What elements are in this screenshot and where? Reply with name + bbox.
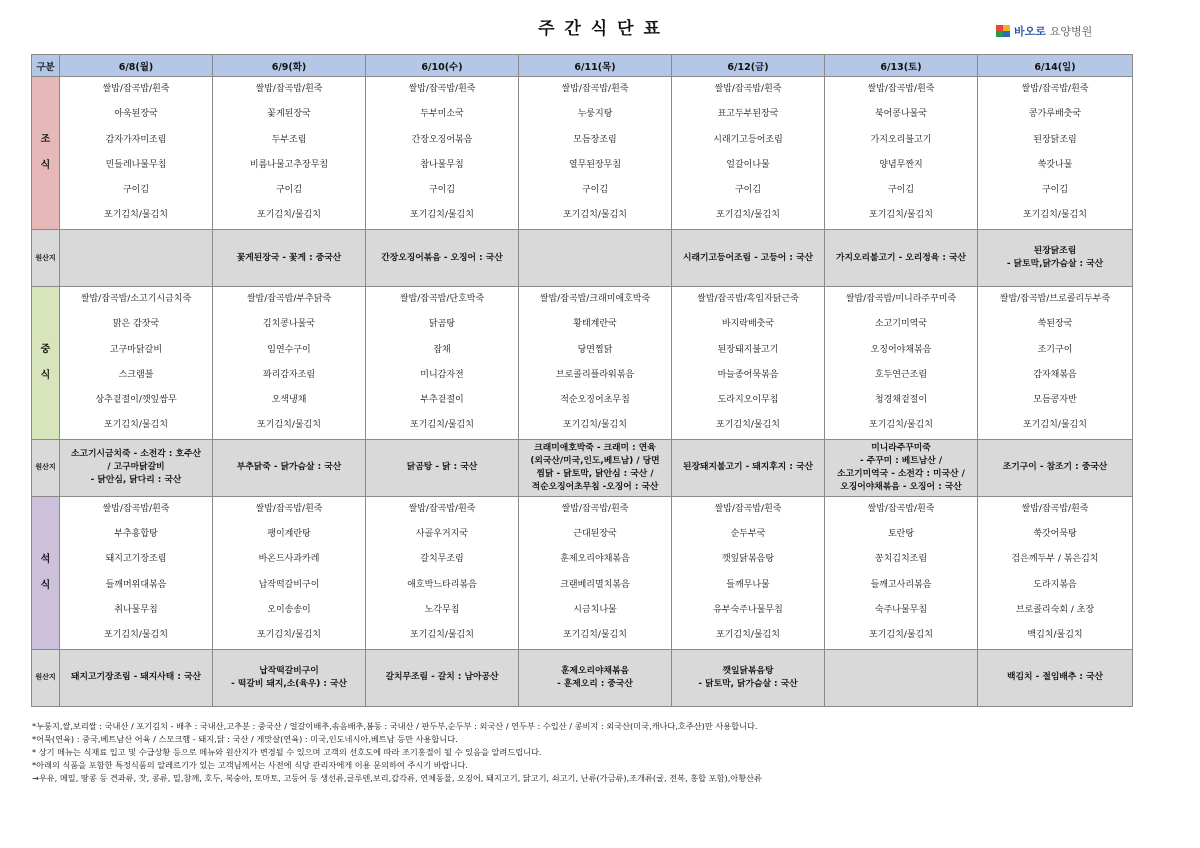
origin-cell: [978, 230, 1133, 287]
menu-item: 노각무침: [424, 604, 460, 615]
menu-item: 부추홍합탕: [114, 529, 158, 540]
origin-line: - 떡갈비 돼지,소(육우) : 국산: [231, 678, 347, 689]
menu-item: 황태계란국: [573, 319, 617, 330]
menu-item: 조기구이: [1037, 344, 1073, 355]
origin-line: 시래기고등어조림 - 고등어 : 국산: [683, 252, 813, 263]
menu-item: 쌀밥/잡곡밥/흰죽: [102, 503, 170, 514]
weekly-menu-table: [31, 54, 1133, 707]
menu-item: 갈치무조림: [420, 554, 464, 565]
meal-label-char: 식: [40, 369, 51, 381]
menu-item: 쑥갓어묵탕: [1033, 529, 1077, 540]
menu-item: 당면찜닭: [577, 344, 613, 355]
menu-cell: [825, 496, 978, 649]
menu-cell: [825, 77, 978, 230]
menu-item: 임연수구이: [267, 344, 311, 355]
origin-line: 납작떡갈비구이: [259, 665, 319, 676]
origin-label: 원산지: [32, 439, 60, 496]
menu-item: 오징어야채볶음: [870, 344, 932, 355]
menu-item: 부추겉절이: [420, 395, 464, 406]
menu-item: 포기김치/물김치: [410, 210, 474, 221]
menu-item: 쌀밥/잡곡밥/흰죽: [561, 84, 629, 94]
origin-line: 꽃게된장국 - 꽃게 : 중국산: [236, 252, 342, 263]
menu-cell: [519, 287, 672, 440]
menu-item: 포기김치/물김치: [104, 210, 168, 221]
origin-line: 훈제오리야채볶음: [561, 665, 629, 676]
origin-cell: [825, 439, 978, 496]
menu-item: 포기김치/물김치: [563, 420, 627, 431]
origin-cell: [672, 439, 825, 496]
origin-cell: [978, 439, 1133, 496]
menu-item: 북어콩나물국: [874, 109, 928, 120]
menu-item: 쌀밥/잡곡밥/흰죽: [714, 503, 782, 514]
menu-item: 포기김치/물김치: [410, 630, 474, 641]
menu-item: 포기김치/물김치: [1023, 210, 1087, 221]
menu-item: 쑥된장국: [1037, 319, 1073, 330]
lunch-label: [32, 287, 60, 440]
menu-item: 쌀밥/잡곡밥/단호박죽: [399, 294, 485, 304]
origin-cell: [366, 439, 519, 496]
menu-item: 콩가루배춧국: [1028, 109, 1082, 120]
day-header: 6/9(화): [213, 55, 366, 77]
origin-cell: [519, 649, 672, 706]
menu-cell: [978, 77, 1133, 230]
corner-cell: 구분: [32, 55, 60, 77]
menu-item: 포기김치/물김치: [563, 630, 627, 641]
menu-item: 도라지오이무침: [717, 395, 779, 406]
origin-cell: [366, 230, 519, 287]
origin-line: 간장오징어볶음 - 오징어 : 국산: [381, 252, 503, 263]
menu-item: 쌀밥/잡곡밥/브로콜리두부죽: [999, 294, 1111, 304]
day-header: 6/13(토): [825, 55, 978, 77]
menu-item: 된장돼지불고기: [717, 344, 779, 355]
origin-line: / 고구마닭갈비: [107, 462, 165, 473]
note-line: *누룽지,쌀,보리쌀 : 국내산 / 포기김치 - 배추 : 국내산,고추분 : 중국산 / 얼갈이배추,솎음배추,봄동 : 국내산 / 판두부,순두부 : 외국산 / 연두부 : 수입산 / 콩비지 : 외국산(미국,캐나다,호주산)만 사용합니다.: [32, 721, 758, 731]
menu-item: 꽃게된장국: [267, 109, 311, 120]
menu-cell: [519, 77, 672, 230]
menu-item: 오이송송이: [267, 604, 311, 615]
menu-item: 간장오징어볶음: [411, 134, 473, 145]
menu-item: 잡채: [433, 344, 451, 355]
origin-cell: [213, 230, 366, 287]
origin-line: 찜닭 - 닭토막, 닭안심 : 국산 /: [536, 468, 654, 479]
menu-cell: [672, 496, 825, 649]
origin-cell: [519, 230, 672, 287]
menu-cell: [213, 496, 366, 649]
origin-line: 된장돼지불고기 - 돼지후지 : 국산: [683, 462, 813, 473]
menu-item: 모듬장조림: [573, 134, 617, 145]
menu-item: 포기김치/물김치: [257, 630, 321, 641]
menu-item: 청경채겉절이: [874, 395, 928, 406]
note-line: *어묵(연육) : 중국,베트남산 어육 / 스모크햄 - 돼지,닭 : 국산 / 게맛살(연육) : 미국,인도네시아,베트남 등만 사용합니다.: [32, 734, 458, 744]
breakfast-row: [32, 77, 1133, 230]
menu-item: 구이김: [1041, 185, 1069, 196]
menu-item: 돼지고기장조림: [105, 554, 167, 565]
origin-line: 오징어야채볶음 - 오징어 : 국산: [840, 481, 962, 492]
menu-item: 쌀밥/잡곡밥/흰죽: [1021, 84, 1089, 94]
origin-cell: [825, 230, 978, 287]
menu-item: 바지락배춧국: [721, 319, 775, 330]
menu-item: 쌀밥/잡곡밥/흰죽: [255, 84, 323, 94]
menu-item: 포기김치/물김치: [257, 210, 321, 221]
origin-line: (외국산/미국,인도,베트남) / 당면: [530, 455, 660, 466]
menu-item: 가지오리불고기: [870, 134, 932, 145]
day-header: 6/8(월): [60, 55, 213, 77]
menu-item: 사골우거지국: [415, 529, 469, 540]
origin-label: 원산지: [32, 230, 60, 287]
menu-item: 구이김: [734, 185, 762, 196]
menu-item: 쌀밥/잡곡밥/흰죽: [561, 503, 629, 514]
origin-line: - 닭안심, 닭다리 : 국산: [90, 475, 182, 486]
menu-item: 깻잎닭볶음탕: [721, 554, 775, 565]
origin-label: 원산지: [32, 649, 60, 706]
menu-item: 포기김치/물김치: [104, 630, 168, 641]
origin-line: 된장닭조림: [1033, 246, 1077, 256]
lunch-row: [32, 287, 1133, 440]
menu-item: 쌀밥/잡곡밥/흑임자닭근죽: [697, 294, 799, 304]
menu-item: 감자채볶음: [1033, 369, 1077, 380]
page-title: 주 간 식 단 표: [538, 19, 662, 39]
menu-item: 마늘종어묵볶음: [717, 369, 779, 380]
origin-cell: [213, 439, 366, 496]
menu-item: 아욱된장국: [114, 109, 158, 120]
origin-cell: [60, 230, 213, 287]
menu-item: 쌀밥/잡곡밥/흰죽: [255, 503, 323, 514]
menu-item: 구이김: [581, 185, 609, 196]
dinner-origin-row: [32, 649, 1133, 706]
menu-item: 쑥갓나물: [1037, 159, 1073, 170]
menu-item: 감자가자미조림: [105, 134, 167, 145]
menu-item: 비름나물고추장무침: [249, 159, 329, 170]
menu-item: 구이김: [428, 185, 456, 196]
notes: [32, 720, 1172, 785]
menu-item: 열무된장무침: [568, 159, 622, 170]
menu-item: 김치콩나물국: [262, 319, 316, 330]
note-line: *아래의 식품을 포함한 특정식품의 알레르기가 있는 고객님께서는 사전에 식당 관리자에게 이용 문의하여 주시기 바랍니다.: [32, 760, 468, 770]
menu-item: 누룽지탕: [577, 109, 613, 120]
origin-cell: [213, 649, 366, 706]
menu-item: 쌀밥/잡곡밥/흰죽: [714, 84, 782, 94]
breakfast-label: [32, 77, 60, 230]
menu-item: 쌀밥/잡곡밥/미니라주꾸미죽: [845, 294, 957, 304]
menu-item: 모듬콩자반: [1033, 395, 1077, 406]
menu-item: 취나물무침: [114, 604, 158, 615]
menu-item: 포기김치/물김치: [563, 210, 627, 221]
menu-item: 애호박느타리볶음: [407, 579, 477, 590]
menu-item: 표고두부된장국: [717, 109, 779, 120]
menu-cell: [366, 496, 519, 649]
meal-label-char: 조: [40, 134, 51, 145]
menu-item: 검은깨두부 / 볶은김치: [1011, 554, 1099, 565]
menu-item: 크랜베리멸치볶음: [560, 579, 630, 590]
menu-cell: [825, 287, 978, 440]
menu-item: 포기김치/물김치: [716, 210, 780, 221]
menu-cell: [978, 496, 1133, 649]
menu-item: 브로콜리플라워볶음: [555, 369, 635, 380]
origin-line: 갈치무조림 - 갈치 : 남아공산: [385, 672, 499, 683]
origin-line: 적순오징어초무침 -오징어 : 국산: [531, 481, 659, 492]
menu-cell: [519, 496, 672, 649]
menu-item: 들깨머위대볶음: [105, 579, 167, 590]
menu-cell: [60, 496, 213, 649]
menu-item: 바온드사과카레: [258, 554, 320, 565]
menu-item: 쌀밥/잡곡밥/크래미애호박죽: [539, 294, 651, 304]
menu-item: 숙주나물무침: [874, 604, 928, 615]
origin-cell: [60, 649, 213, 706]
origin-line: - 닭토막,닭가슴살 : 국산: [1006, 259, 1104, 269]
menu-item: 쌀밥/잡곡밥/흰죽: [867, 84, 935, 94]
menu-item: 시금치나물: [573, 604, 617, 615]
menu-item: 미니감자전: [420, 369, 464, 380]
menu-item: 구이김: [887, 185, 915, 196]
menu-item: 적순오징어초무침: [560, 395, 630, 406]
menu-item: 쌀밥/잡곡밥/흰죽: [408, 84, 476, 94]
menu-item: 구이김: [122, 185, 150, 196]
menu-cell: [366, 77, 519, 230]
origin-line: 조기구이 - 참조기 : 중국산: [1002, 462, 1108, 473]
origin-line: 닭곰탕 - 닭 : 국산: [406, 462, 478, 473]
menu-cell: [213, 287, 366, 440]
menu-item: 쌀밥/잡곡밥/흰죽: [867, 503, 935, 514]
origin-line: 깻잎닭볶음탕: [722, 665, 774, 676]
menu-item: 양념무짠지: [879, 159, 923, 170]
menu-item: 쌀밥/잡곡밥/부추닭죽: [246, 294, 332, 304]
day-header: 6/11(목): [519, 55, 672, 77]
origin-line: - 닭토막, 닭가슴살 : 국산: [698, 678, 798, 689]
origin-cell: [672, 230, 825, 287]
menu-item: 닭곰탕: [428, 319, 456, 330]
menu-cell: [672, 77, 825, 230]
origin-cell: [825, 649, 978, 706]
menu-item: 쌀밥/잡곡밥/흰죽: [1021, 503, 1089, 514]
logo-brand: 바오로: [1014, 25, 1046, 38]
dinner-label: [32, 496, 60, 649]
origin-line: 돼지고기장조림 - 돼지사태 : 국산: [71, 672, 201, 683]
logo-text: [1014, 23, 1092, 39]
header-row: [32, 55, 1133, 77]
menu-item: 순두부국: [730, 529, 766, 540]
menu-item: 도라지볶음: [1033, 579, 1077, 590]
menu-item: 구이김: [275, 185, 303, 196]
menu-item: 꽁치김치조림: [874, 554, 928, 565]
menu-item: 들깨고사리볶음: [870, 579, 932, 590]
origin-line: 소고기시금치죽 - 소전각 : 호주산: [71, 449, 201, 460]
origin-line: 소고기미역국 - 소전각 : 미국산 /: [837, 468, 965, 479]
menu-item: 토란탕: [887, 529, 915, 540]
menu-item: 된장닭조림: [1033, 134, 1077, 145]
menu-item: 포기김치/물김치: [257, 420, 321, 431]
menu-item: 브로콜리숙회 / 초장: [1015, 604, 1095, 615]
meal-label-char: 석: [40, 553, 51, 565]
menu-item: 포기김치/물김치: [104, 420, 168, 431]
menu-item: 납작떡갈비구이: [258, 579, 320, 590]
logo-hospital: 요양병원: [1049, 25, 1093, 38]
menu-item: 포기김치/물김치: [869, 210, 933, 221]
origin-cell: [978, 649, 1133, 706]
menu-cell: [213, 77, 366, 230]
menu-cell: [60, 287, 213, 440]
origin-cell: [672, 649, 825, 706]
menu-item: 꽈리감자조림: [262, 369, 316, 380]
note-line: →우유, 메밀, 땅콩 등 견과류, 잣, 콩류, 밀,참깨, 호두, 복숭아, 토마토, 고등어 등 생선류,글루텐,보리,갑각류, 연체동물, 오징어, 돼지고기, 닭고기, 쇠고기, 난류(가금류),조개류(굴, 전복, 홍합 포함),아황산류: [32, 773, 762, 783]
menu-item: 팽이계란탕: [267, 529, 311, 540]
menu-cell: [672, 287, 825, 440]
meal-label-char: 식: [40, 579, 51, 591]
note-line: * 상기 메뉴는 식재료 입고 및 수급상황 등으로 메뉴와 원산지가 변경될 수 있으며 고객의 선호도에 따라 조기홍절이 될 수 있음을 알려드립니다.: [32, 747, 542, 757]
origin-line: 크래미애호박죽 - 크래미 : 연육: [534, 442, 656, 453]
menu-item: 맑은 감잣국: [112, 319, 160, 330]
menu-item: 백김치/물김치: [1027, 630, 1083, 641]
hospital-logo: [996, 21, 1092, 41]
logo-mark-icon: [996, 25, 1010, 37]
origin-line: 부추닭죽 - 닭가슴살 : 국산: [236, 462, 342, 473]
menu-item: 포기김치/물김치: [716, 420, 780, 431]
menu-item: 포기김치/물김치: [410, 420, 474, 431]
menu-item: 민들레나물무침: [105, 159, 167, 170]
menu-item: 유부숙주나물무침: [713, 604, 783, 615]
origin-line: - 주꾸미 : 베트남산 /: [859, 455, 943, 466]
lunch-origin-row: [32, 439, 1133, 496]
day-header: 6/12(금): [672, 55, 825, 77]
menu-item: 소고기미역국: [874, 319, 928, 330]
origin-line: 미니라주꾸미죽: [871, 442, 931, 453]
day-header: 6/14(일): [978, 55, 1133, 77]
menu-item: 쌀밥/잡곡밥/흰죽: [102, 84, 170, 94]
menu-item: 포기김치/물김치: [1023, 420, 1087, 431]
menu-item: 근대된장국: [573, 529, 617, 540]
origin-line: 가지오리불고기 - 오리정육 : 국산: [836, 252, 966, 263]
menu-cell: [60, 77, 213, 230]
menu-item: 포기김치/물김치: [869, 630, 933, 641]
menu-item: 두부조림: [271, 134, 307, 145]
menu-item: 쌀밥/잡곡밥/흰죽: [408, 503, 476, 514]
menu-item: 들깨무나물: [726, 579, 770, 590]
menu-item: 오색냉채: [271, 395, 307, 406]
origin-cell: [60, 439, 213, 496]
origin-cell: [519, 439, 672, 496]
menu-item: 얼갈이나물: [726, 159, 770, 170]
dinner-row: [32, 496, 1133, 649]
menu-item: 쌀밥/잡곡밥/소고기시금치죽: [80, 294, 192, 304]
menu-item: 고구마닭갈비: [109, 344, 163, 355]
day-header: 6/10(수): [366, 55, 519, 77]
meal-label-char: 식: [40, 160, 51, 171]
menu-item: 포기김치/물김치: [869, 420, 933, 431]
origin-line: - 훈제오리 : 중국산: [557, 678, 633, 689]
meal-label-char: 중: [40, 343, 51, 355]
menu-item: 두부미소국: [420, 109, 464, 120]
menu-cell: [366, 287, 519, 440]
menu-item: 상추겉절이/깻잎쌈무: [95, 395, 177, 406]
menu-item: 훈제오리야채볶음: [560, 554, 630, 565]
menu-item: 호두연근조림: [874, 369, 928, 380]
menu-item: 시래기고등어조림: [713, 134, 783, 145]
origin-cell: [366, 649, 519, 706]
menu-item: 참나물무침: [420, 159, 464, 170]
origin-line: 백김치 - 절임배추 : 국산: [1007, 672, 1103, 683]
breakfast-origin-row: [32, 230, 1133, 287]
menu-cell: [978, 287, 1133, 440]
menu-item: 스크램블: [118, 369, 154, 380]
menu-item: 포기김치/물김치: [716, 630, 780, 641]
